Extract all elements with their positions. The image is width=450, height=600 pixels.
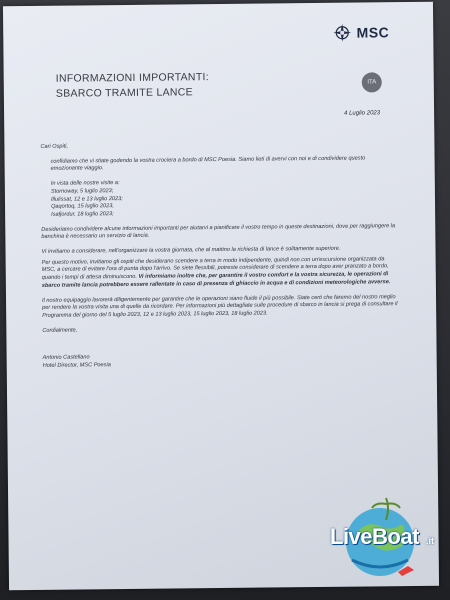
logo-brand-text: MSC [356,24,390,41]
visit-item: Stornoway, 5 luglio 2023; [50,187,114,195]
watermark-live: Live [330,524,373,549]
signer-title: Hotel Director, MSC Poesia [42,362,111,369]
heading-line-1: INFORMAZIONI IMPORTANTI: [55,71,210,85]
heading-line-2: SBARCO TRAMITE LANCE [55,86,194,100]
visit-item: Isafjordur, 18 luglio 2023; [51,211,114,218]
intro-paragraph: confidiamo che vi stiate godendo la vostra crociera a bordo di MSC Poesia. Siamo lieti di avervi con noi e di condividere questo emozionante viaggio. [50,155,366,173]
invite-paragraph-1: Vi invitiamo a considerare, nell'organizzare la vostra giornata, che al mattino la richiesta di lance è solitamente superiore. [41,245,341,255]
liveboat-watermark [326,490,434,586]
visits-title: In vista delle nostre visite a: [50,180,120,187]
greeting: Cari Ospiti, [40,143,69,150]
signature-block [43,352,399,371]
watermark-text [330,524,419,550]
language-badge: ITA [362,72,382,92]
msc-logo [333,22,390,43]
invite-paragraph-2 [42,256,398,291]
letter-body [40,140,398,370]
share-paragraph: Desideriamo condividere alcune informazioni importanti per aiutarvi a pianificare il vostro tempo in queste destinazioni, dove per raggiungere la banchina è necessario un servizio di lancia. [41,222,396,241]
visits-block [41,177,397,219]
watermark-tld: .it [426,536,434,546]
visit-item: Illulissat, 12 e 13 luglio 2023; [50,195,123,203]
letter-date: 4 Luglio 2023 [344,110,381,117]
signer-name: Antonio Castellano [42,354,90,362]
msc-compass-logo-icon [333,23,353,43]
invite-paragraph-2-text: Per questo motivo, invitiamo gli ospiti che desiderano scendere a terra in modo indipendente, quindi non con un'escursione organizzata da MSC, a cercare di evitare l'ora di punta dopo l'arrivo. Se siete flessibili, potreste considerare di scendere a terra dopo aver pranzato a bordo, quando i tempi di attesa diminuiscono. [41,256,389,282]
crew-paragraph: Il nostro equipaggio lavorerà diligentemente per garantire che le operazioni siano fluide il più possibile. Siate certi che faremo del nostro meglio per rendere la vostra visita una di quelle da ricordare. Per informazioni più dettagliate sulle procedure di sbarco in lancia si prega di consultare il Programma del giorno del 5 luglio 2023, 12 e 13 luglio 2023, 15 luglio 2023, 18 luglio 2023. [42,293,398,319]
visit-item: Qaqortoq, 15 luglio 2023, [51,203,114,210]
invite-paragraph-bold: Vi informiamo inoltre che, per garantire il vostro comfort e la vostra sicurezza, le operazioni di sbarco tramite lancia potrebbero essere rallentate in caso di presenza di ghiaccio in acqua e di condizioni meteorologiche avverse. [41,271,391,289]
watermark-boat: Boat [372,524,419,549]
closing: Cordialmente, [42,327,78,334]
letter-heading [56,70,210,102]
